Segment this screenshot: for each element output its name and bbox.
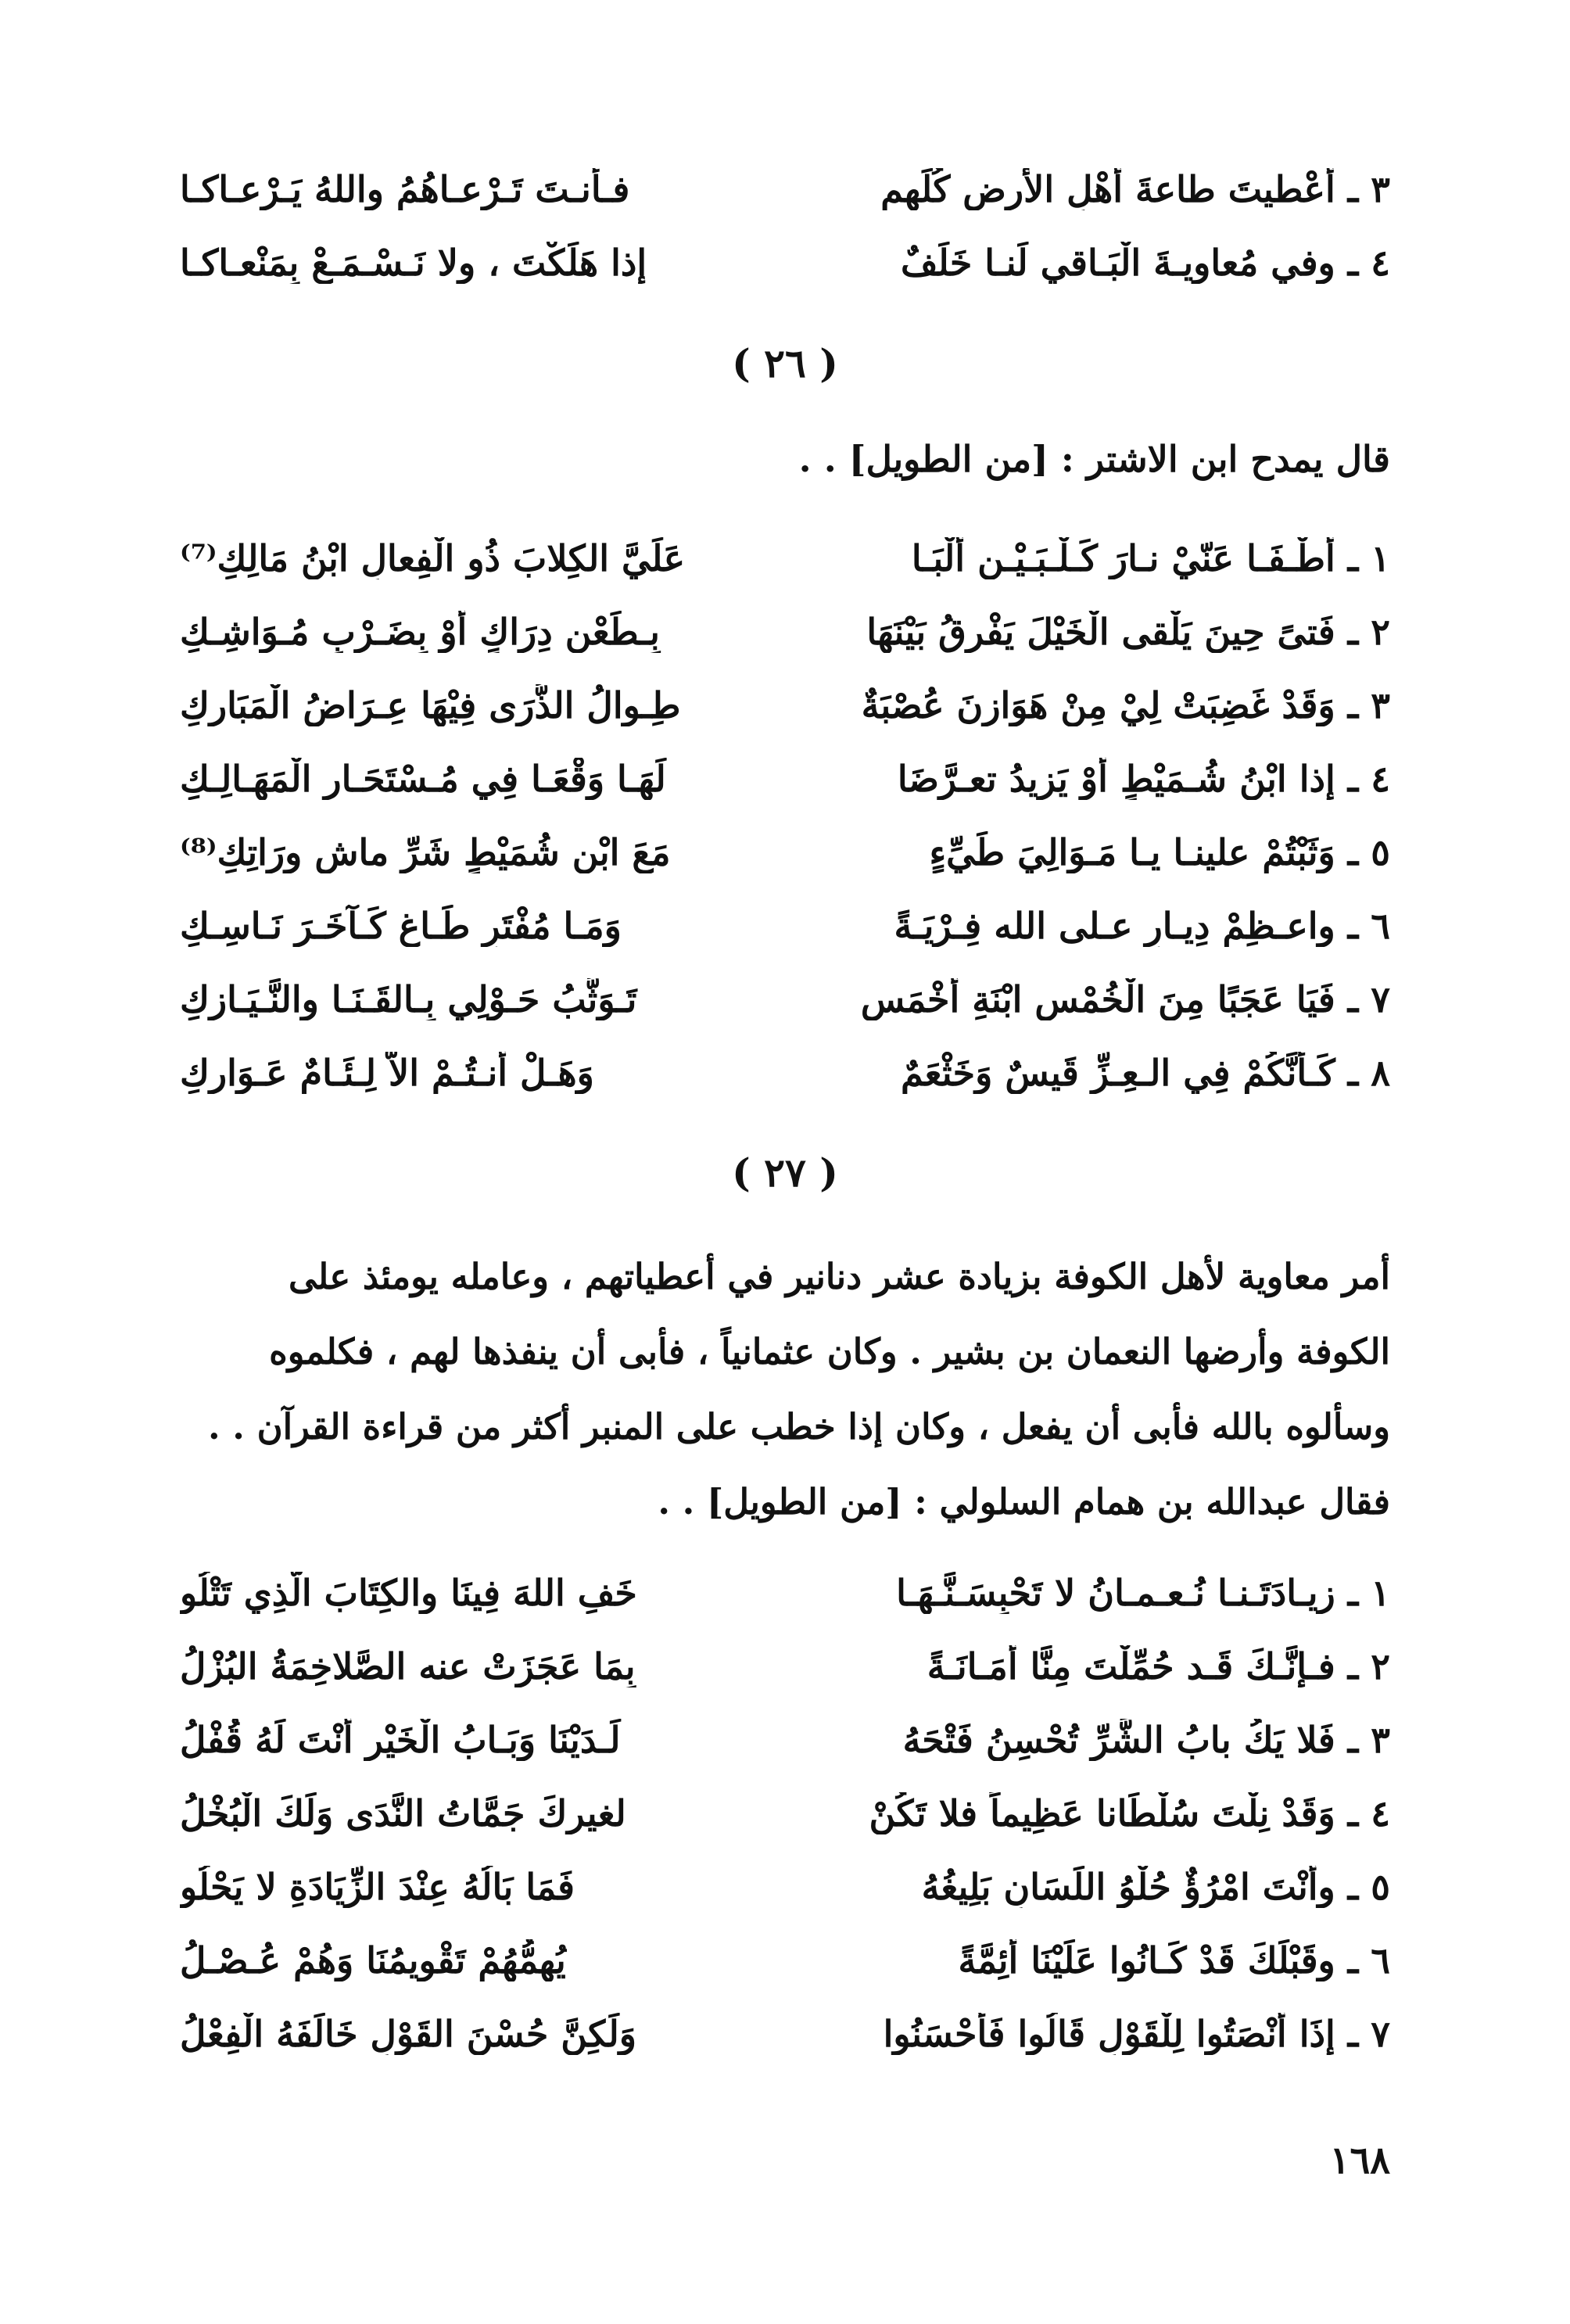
verse-second-hemistich: وَمَـا مُفْتَرٍ طَـاغٍ كَـآخَـرَ نَـاسِـكِ <box>180 905 622 947</box>
verse-first-hemistich: ٣ ـ وَقَدْ غَضِبَتْ لِيْ مِنْ هَوَازِنَ عُصْبَةٌ <box>861 684 1390 726</box>
section-27-prose <box>180 1239 1390 1540</box>
page-number: ١٦٨ <box>1329 2139 1390 2182</box>
verse-first-hemistich: ١ ـ زِيـادَتَـنـا نُـعـمـانُ لا تَحْبِسَـنَّـهَـا <box>896 1572 1390 1614</box>
prose-line: فقال عبدالله بن همام السلولي : [من الطويل] . . <box>658 1481 1390 1522</box>
verse-row <box>180 1036 1390 1110</box>
verse-first-hemistich: ٥ ـ وَثَبْتُمْ علينـا يـا مَـوَالِيَ طَيِّءٍ <box>929 831 1390 873</box>
verse-row <box>180 1777 1390 1850</box>
poem-continuation <box>180 152 1390 299</box>
verse-row <box>180 742 1390 816</box>
verse-first-hemistich: ٧ ـ إِذَا أَنْصَتُوا لِلْقَوْلِ قَالُوا فَأَحْسَنُوا <box>883 2013 1390 2055</box>
verse-row <box>180 816 1390 889</box>
verse-row <box>180 889 1390 963</box>
verse-row <box>180 1850 1390 1924</box>
verse-row <box>180 522 1390 595</box>
verse-first-hemistich: ٤ ـ إذا ابْنُ شُـمَيْطٍ أَوْ يَزِيدُ تعـرَّضَا <box>897 758 1390 800</box>
prose-line: وسألوه بالله فأبى أن يفعل ، وكان إذا خطب على المنبر أكثر من قراءة القرآن . . <box>207 1406 1390 1447</box>
verse-second-hemistich: فَمَا بَالُهُ عِنْدَ الزِّيَادَةِ لا يَحْلُو <box>180 1866 575 1908</box>
verse-second-hemistich: خَفِ اللهَ فِينَا والكِتَابَ الَّذِي تَتْلُو <box>180 1572 637 1614</box>
verse-second-hemistich: بِمَا عَجَزَتْ عنه الصَّلاخِمَةُ البُزْلُ <box>180 1645 636 1687</box>
verse-second-hemistich: عَلَيَّ الكِلابَ ذُو الْفِعالِ ابْنُ مَالِكِ⁽⁷⁾ <box>180 537 686 579</box>
verse-second-hemistich: يُهِمُّهُمْ تَقْوِيمُنَا وَهُمْ عُـصْـلُ <box>180 1939 566 1981</box>
verse-first-hemistich: ٧ ـ فَيَا عَجَبًا مِنَ الْخُمْسِ ابْنَةِ أَخْمَسٍ <box>860 978 1390 1020</box>
section-26-intro: قال يمدح ابن الاشتر : [من الطويل] . . <box>798 438 1390 480</box>
verse-row <box>180 1630 1390 1703</box>
verse-row <box>180 963 1390 1036</box>
verse-second-hemistich: طِـوالُ الذُّرَى فِيْهَا عِـرَاضُ الْمَبَارِكِ <box>180 684 681 726</box>
verse-first-hemistich: ٥ ـ وأَنْتَ امْرُؤٌ حُلْوُ اللِّسَانِ بَلِيغُهُ <box>921 1866 1390 1908</box>
verse-second-hemistich: لَهَـا وَقْعَـا فِي مُـسْتَحَـارِ الْمَهَـالِـكِ <box>180 758 666 800</box>
verse-first-hemistich: ٨ ـ كَـأنَّكُمْ فِي الـعِـزِّ قَيسٌ وَخَثْعَمٌ <box>901 1052 1390 1094</box>
verse-second-hemistich: لغيرِكَ جَمَّاتُ النَّدَى وَلَكَ الْبُخْلُ <box>180 1792 626 1834</box>
prose-line: أمر معاوية لأهل الكوفة بزيادة عشر دنانير في أعطياتهم ، وعامله يومئذ على <box>288 1256 1390 1297</box>
verse-second-hemistich: بِـطَعْنٍ دِرَاكٍ أَوْ بِضَـرْبٍ مُـوَاشِـكِ <box>180 611 660 653</box>
poem-section-26 <box>180 522 1390 1110</box>
verse-second-hemistich: مَعَ ابْنِ شُمَيْطٍ شَرِّ ماشٍ ورَاتِكِ⁽⁸⁾ <box>180 831 671 873</box>
verse-second-hemistich: فـأنـتَ تَـرْعـاهُمُ واللهُ يَـرْعـاكـا <box>180 168 630 210</box>
verse-first-hemistich: ١ ـ أَطْـفَـا عَنّيْ نـارَ كَـلْـبَـيْـنِ أَلْبَـا <box>911 537 1390 579</box>
verse-second-hemistich: وَلَكِنَّ حُسْنَ القَوْلِ خَالَفَهُ الْفِعْلُ <box>180 2013 636 2055</box>
verse-first-hemistich: ٦ ـ وقَبْلَكَ قَدْ كَـانُوا عَلَيْنَا أَئِمَّةً <box>958 1939 1390 1981</box>
verse-first-hemistich: ٢ ـ فـإنَّـكَ قَـد حُمِّلْتَ مِنَّا أَمَـانَـةً <box>927 1645 1390 1687</box>
verse-row <box>180 1924 1390 1997</box>
verse-first-hemistich: ٣ ـ فَلا يَكُ بابُ الشَّرِّ تُحْسِنُ فَتْحَهُ <box>902 1719 1390 1761</box>
verse-first-hemistich: ٣ ـ أُعْطيتَ طاعةَ أَهْلِ الأرضِ كُلِّهِم <box>880 168 1390 210</box>
poem-section-27 <box>180 1556 1390 2071</box>
prose-line: الكوفة وأرضها النعمان بن بشير . وكان عثمانياً ، فأبى أن ينفذها لهم ، فكلموه <box>269 1331 1390 1372</box>
verse-row <box>180 669 1390 742</box>
verse-second-hemistich: وَهَـلْ أَنـتُـمْ الاّ لِـئَـامٌ عَـوَارِكِ <box>180 1052 594 1094</box>
verse-row <box>180 152 1390 226</box>
verse-second-hemistich: إذا هَلَكْتَ ، ولا نَـسْـمَـعْ بِمَنْعـاكـا <box>180 242 647 284</box>
verse-row <box>180 226 1390 299</box>
section-number-27: ( ٢٧ ) <box>732 1149 838 1196</box>
verse-row <box>180 1703 1390 1777</box>
verse-second-hemistich: تَـوَثُّبُ حَـوْلِي بِـالقَـنَـا والنَّـيَـازِكِ <box>180 978 637 1020</box>
verse-first-hemistich: ٤ ـ وفي مُعاويـةَ الْبَـاقي لَنـا خَلَفٌ <box>901 242 1390 284</box>
section-number-26: ( ٢٦ ) <box>732 340 838 386</box>
verse-row <box>180 1556 1390 1630</box>
verse-second-hemistich: لَـدَيْنَا وَبَـابُ الْخَيْرِ أَنْتَ لَهُ قُفْلُ <box>180 1719 621 1761</box>
verse-row <box>180 1997 1390 2071</box>
verse-first-hemistich: ٢ ـ فَتىً حِينَ يَلْقى الْخَيْلَ يَفْرِقُ بَيْنَهَا <box>866 611 1390 653</box>
verse-first-hemistich: ٦ ـ واعـظِمْ دِيـارٍ عـلى الله فِـرْيَـةً <box>894 905 1390 947</box>
verse-first-hemistich: ٤ ـ وَقَدْ نِلْتَ سُلْطَانا عَظِيماً فلا تَكُنْ <box>869 1792 1390 1834</box>
verse-row <box>180 595 1390 669</box>
